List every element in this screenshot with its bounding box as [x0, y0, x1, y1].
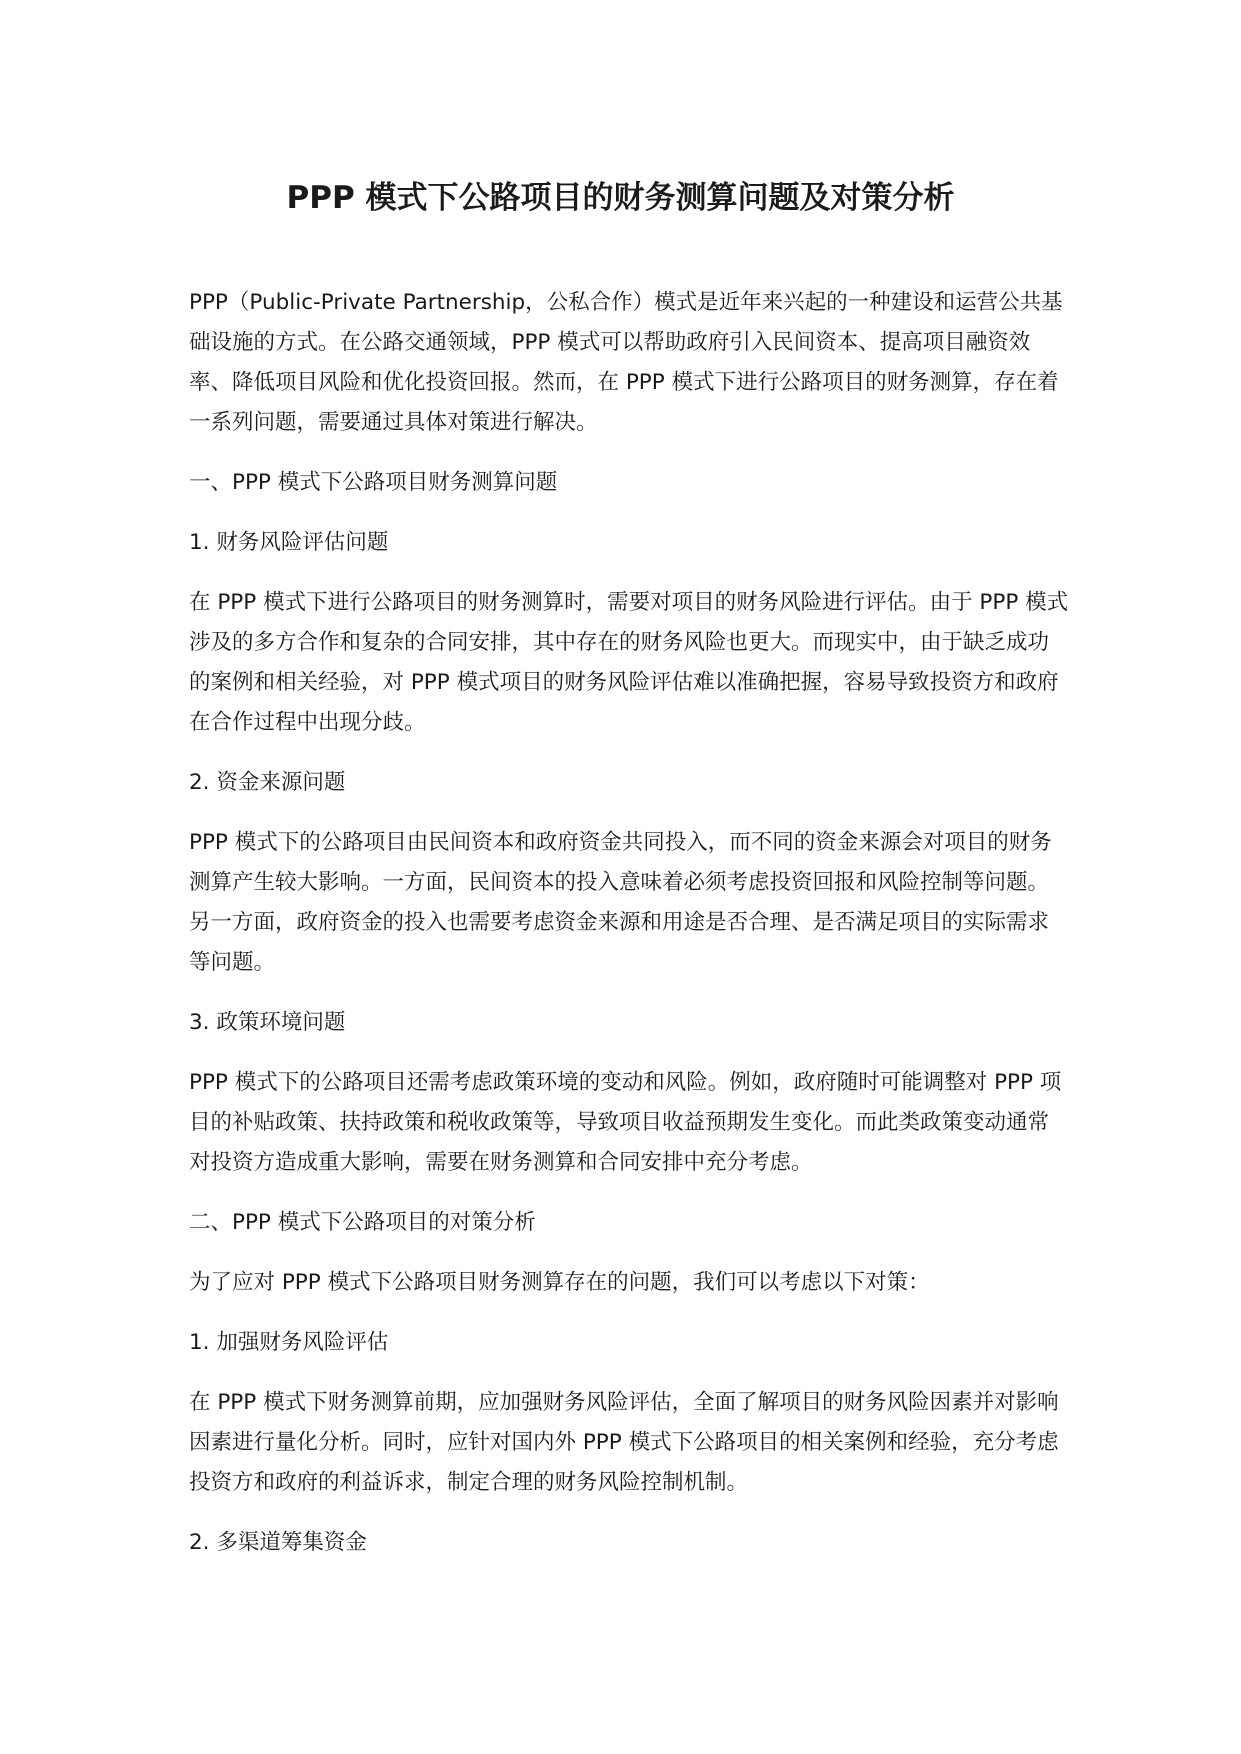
- subheading-financial-risk: 1. 财务风险评估问题: [189, 530, 389, 555]
- paragraph-strengthen-risk: 在 PPP 模式下财务测算前期，应加强财务风险评估，全面了解项目的财务风险因素并对影响因素进行量化分析。同时，应针对国内外 PPP 模式下公路项目的相关案例和经验，充分考虑投资方和政府的利益诉求，制定合理的财务风险控制机制。: [189, 1390, 1059, 1495]
- document-body: [189, 283, 1069, 1583]
- paragraph-fund-source: PPP 模式下的公路项目由民间资本和政府资金共同投入，而不同的资金来源会对项目的财务测算产生较大影响。一方面，民间资本的投入意味着必须考虑投资回报和风险控制等问题。另一方面，政府资金的投入也需要考虑资金来源和用途是否合理、是否满足项目的实际需求等问题。: [189, 830, 1052, 975]
- section-heading-2: 二、PPP 模式下公路项目的对策分析: [189, 1210, 536, 1235]
- paragraph-countermeasure-intro: 为了应对 PPP 模式下公路项目财务测算存在的问题，我们可以考虑以下对策：: [189, 1270, 930, 1295]
- subheading-strengthen-risk: 1. 加强财务风险评估: [189, 1330, 389, 1355]
- paragraph-policy: PPP 模式下的公路项目还需考虑政策环境的变动和风险。例如，政府随时可能调整对 PPP 项目的补贴政策、扶持政策和税收政策等，导致项目收益预期发生变化。而此类政策变动通常对投资方造成重大影响，需要在财务测算和合同安排中充分考虑。: [189, 1070, 1062, 1175]
- subheading-fund-source: 2. 资金来源问题: [189, 770, 346, 795]
- paragraph-intro: PPP（Public-Private Partnership，公私合作）模式是近年来兴起的一种建设和运营公共基础设施的方式。在公路交通领域，PPP 模式可以帮助政府引入民间资本、提高项目融资效率、降低项目风险和优化投资回报。然而，在 PPP 模式下进行公路项目的财务测算，存在着一系列问题，需要通过具体对策进行解决。: [189, 290, 1063, 435]
- section-heading-1: 一、PPP 模式下公路项目财务测算问题: [189, 470, 558, 495]
- paragraph-financial-risk: 在 PPP 模式下进行公路项目的财务测算时，需要对项目的财务风险进行评估。由于 PPP 模式涉及的多方合作和复杂的合同安排，其中存在的财务风险也更大。而现实中，由于缺乏成功的案例和相关经验，对 PPP 模式项目的财务风险评估难以准确把握，容易导致投资方和政府在合作过程中出现分歧。: [189, 590, 1069, 735]
- subheading-multi-channel: 2. 多渠道筹集资金: [189, 1530, 367, 1555]
- subheading-policy: 3. 政策环境问题: [189, 1010, 346, 1035]
- document-title: PPP 模式下公路项目的财务测算问题及对策分析: [286, 180, 955, 216]
